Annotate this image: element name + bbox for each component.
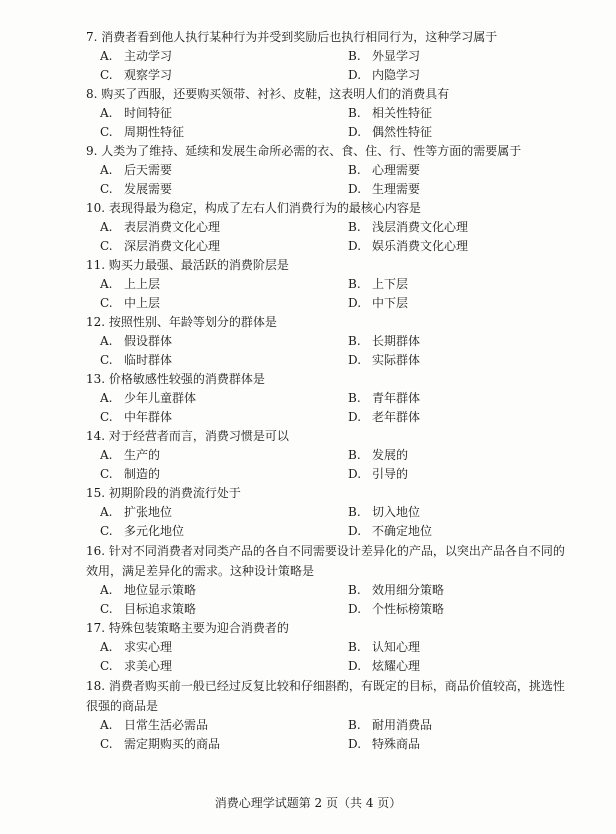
question-14 xyxy=(86,427,566,484)
question-12 xyxy=(86,313,566,370)
option-text: 内隐学习 xyxy=(372,68,421,82)
question-number: 9. xyxy=(86,144,98,158)
option-c xyxy=(100,600,196,619)
option-letter: B. xyxy=(348,718,361,732)
option-letter: B. xyxy=(348,163,361,177)
option-text: 上下层 xyxy=(372,277,409,291)
option-text: 炫耀心理 xyxy=(372,659,421,673)
option-letter: C. xyxy=(100,467,113,481)
option-letter: D. xyxy=(348,659,362,673)
question-10 xyxy=(86,199,566,256)
question-stem xyxy=(86,541,576,581)
question-stem xyxy=(86,199,566,218)
option-group xyxy=(86,581,566,619)
option-text: 中年群体 xyxy=(124,410,173,424)
option-b xyxy=(348,716,432,735)
option-group xyxy=(86,389,566,427)
question-9 xyxy=(86,142,566,199)
option-group xyxy=(86,275,566,313)
page-footer: 消费心理学试题第 2 页（共 4 页） xyxy=(214,796,402,810)
option-text: 生产的 xyxy=(124,448,161,462)
option-text: 偶然性特征 xyxy=(372,125,433,139)
option-letter: C. xyxy=(100,737,113,751)
option-d xyxy=(348,600,444,619)
option-a xyxy=(100,716,208,735)
option-b xyxy=(348,161,420,180)
option-text: 青年群体 xyxy=(372,391,421,405)
question-11 xyxy=(86,256,566,313)
question-stem xyxy=(86,85,566,104)
option-letter: A. xyxy=(100,106,113,120)
option-text: 认知心理 xyxy=(372,640,421,654)
option-letter: D. xyxy=(348,353,362,367)
option-d xyxy=(348,123,432,142)
option-d xyxy=(348,522,432,541)
option-a xyxy=(100,47,172,66)
option-b xyxy=(348,275,408,294)
option-d xyxy=(348,237,468,256)
question-list xyxy=(86,28,566,754)
question-number: 12. xyxy=(86,315,106,329)
option-letter: C. xyxy=(100,182,113,196)
question-8 xyxy=(86,85,566,142)
option-b xyxy=(348,581,444,600)
option-text: 中下层 xyxy=(372,296,409,310)
option-text: 长期群体 xyxy=(372,334,421,348)
question-18 xyxy=(86,676,566,754)
question-stem xyxy=(86,142,566,161)
question-text: 消费者看到他人执行某种行为并受到奖励后也执行相同行为，这种学习属于 xyxy=(101,30,498,44)
option-text: 目标追求策略 xyxy=(124,602,197,616)
option-text: 假设群体 xyxy=(124,334,173,348)
option-text: 表层消费文化心理 xyxy=(124,220,221,234)
option-letter: D. xyxy=(348,524,362,538)
option-text: 引导的 xyxy=(372,467,409,481)
option-text: 耐用消费品 xyxy=(372,718,433,732)
question-17 xyxy=(86,619,566,676)
option-text: 地位显示策略 xyxy=(124,583,197,597)
option-text: 周期性特征 xyxy=(124,125,185,139)
question-number: 8. xyxy=(86,87,98,101)
option-letter: B. xyxy=(348,277,361,291)
option-d xyxy=(348,66,420,85)
option-d xyxy=(348,294,408,313)
option-letter: D. xyxy=(348,125,362,139)
option-text: 求美心理 xyxy=(124,659,173,673)
option-letter: A. xyxy=(100,163,113,177)
option-letter: B. xyxy=(348,106,361,120)
option-text: 主动学习 xyxy=(124,49,173,63)
option-text: 扩张地位 xyxy=(124,505,173,519)
option-text: 不确定地位 xyxy=(372,524,433,538)
option-group xyxy=(86,716,566,754)
option-group xyxy=(86,503,566,541)
option-c xyxy=(100,522,184,541)
option-text: 切入地位 xyxy=(372,505,421,519)
option-text: 个性标榜策略 xyxy=(372,602,445,616)
question-number: 15. xyxy=(86,486,106,500)
option-c xyxy=(100,123,184,142)
option-text: 日常生活必需品 xyxy=(124,718,209,732)
option-group xyxy=(86,47,566,85)
option-a xyxy=(100,104,172,123)
option-b xyxy=(348,218,468,237)
option-text: 老年群体 xyxy=(372,410,421,424)
option-text: 制造的 xyxy=(124,467,161,481)
option-text: 相关性特征 xyxy=(372,106,433,120)
question-number: 7. xyxy=(86,30,98,44)
option-c xyxy=(100,237,220,256)
option-text: 外显学习 xyxy=(372,49,421,63)
option-text: 心理需要 xyxy=(372,163,421,177)
option-b xyxy=(348,47,420,66)
question-number: 14. xyxy=(86,429,106,443)
option-b xyxy=(348,389,420,408)
option-letter: B. xyxy=(348,448,361,462)
question-number: 10. xyxy=(86,201,106,215)
option-text: 上上层 xyxy=(124,277,161,291)
option-letter: A. xyxy=(100,505,113,519)
option-letter: D. xyxy=(348,602,362,616)
question-stem xyxy=(86,370,566,389)
option-letter: D. xyxy=(348,410,362,424)
option-c xyxy=(100,465,160,484)
question-text: 购买了西服，还要购买领带、衬衫、皮鞋，这表明人们的消费具有 xyxy=(101,87,450,101)
question-stem xyxy=(86,484,566,503)
option-letter: D. xyxy=(348,239,362,253)
question-15 xyxy=(86,484,566,541)
option-a xyxy=(100,161,172,180)
option-b xyxy=(348,503,420,522)
question-stem xyxy=(86,427,566,446)
question-text: 表现得最为稳定，构成了左右人们消费行为的最核心内容是 xyxy=(108,201,421,215)
option-text: 时间特征 xyxy=(124,106,173,120)
option-b xyxy=(348,104,432,123)
option-text: 少年儿童群体 xyxy=(124,391,197,405)
option-letter: C. xyxy=(100,659,113,673)
question-stem xyxy=(86,676,576,716)
option-text: 求实心理 xyxy=(124,640,173,654)
question-13 xyxy=(86,370,566,427)
option-c xyxy=(100,351,172,370)
option-a xyxy=(100,218,220,237)
option-text: 深层消费文化心理 xyxy=(124,239,221,253)
question-text: 针对不同消费者对同类产品的各自不同需要设计差异化的产品，以突出产品各自不同的效用，满足差异化的需求。这种设计策略是 xyxy=(86,544,565,578)
option-letter: A. xyxy=(100,640,113,654)
option-group xyxy=(86,332,566,370)
option-text: 生理需要 xyxy=(372,182,421,196)
option-d xyxy=(348,465,408,484)
option-letter: C. xyxy=(100,125,113,139)
option-letter: B. xyxy=(348,334,361,348)
option-b xyxy=(348,638,420,657)
option-text: 需定期购买的商品 xyxy=(124,737,221,751)
option-c xyxy=(100,66,172,85)
option-a xyxy=(100,332,172,351)
question-text: 按照性别、年龄等划分的群体是 xyxy=(108,315,277,329)
option-letter: A. xyxy=(100,583,113,597)
option-text: 观察学习 xyxy=(124,68,173,82)
option-letter: A. xyxy=(100,391,113,405)
question-stem xyxy=(86,28,566,47)
option-letter: B. xyxy=(348,49,361,63)
question-text: 价格敏感性较强的消费群体是 xyxy=(108,372,265,386)
option-letter: B. xyxy=(348,505,361,519)
option-a xyxy=(100,638,172,657)
question-text: 购买力最强、最活跃的消费阶层是 xyxy=(108,258,289,272)
option-letter: D. xyxy=(348,182,362,196)
option-d xyxy=(348,180,420,199)
option-d xyxy=(348,408,420,427)
option-letter: D. xyxy=(348,68,362,82)
option-letter: C. xyxy=(100,410,113,424)
option-letter: D. xyxy=(348,737,362,751)
option-c xyxy=(100,180,172,199)
option-text: 娱乐消费文化心理 xyxy=(372,239,469,253)
option-c xyxy=(100,408,172,427)
option-letter: C. xyxy=(100,353,113,367)
option-text: 实际群体 xyxy=(372,353,421,367)
option-a xyxy=(100,389,196,408)
option-a xyxy=(100,503,172,522)
option-group xyxy=(86,104,566,142)
option-letter: A. xyxy=(100,220,113,234)
question-stem xyxy=(86,313,566,332)
option-letter: A. xyxy=(100,49,113,63)
option-letter: D. xyxy=(348,296,362,310)
option-letter: C. xyxy=(100,524,113,538)
option-letter: B. xyxy=(348,391,361,405)
option-text: 效用细分策略 xyxy=(372,583,445,597)
option-text: 多元化地位 xyxy=(124,524,185,538)
option-c xyxy=(100,735,220,754)
option-b xyxy=(348,332,420,351)
option-text: 临时群体 xyxy=(124,353,173,367)
option-group xyxy=(86,446,566,484)
option-letter: C. xyxy=(100,602,113,616)
option-letter: B. xyxy=(348,583,361,597)
option-letter: D. xyxy=(348,467,362,481)
option-d xyxy=(348,351,420,370)
option-a xyxy=(100,446,160,465)
question-number: 13. xyxy=(86,372,106,386)
question-text: 消费者购买前一般已经过反复比较和仔细斟酌，有既定的目标，商品价值较高，挑选性很强的商品是 xyxy=(86,679,565,713)
question-text: 人类为了维持、延续和发展生命所必需的衣、食、住、行、性等方面的需要属于 xyxy=(101,144,522,158)
option-group xyxy=(86,638,566,676)
option-letter: C. xyxy=(100,239,113,253)
option-text: 浅层消费文化心理 xyxy=(372,220,469,234)
option-group xyxy=(86,161,566,199)
option-letter: B. xyxy=(348,220,361,234)
question-7 xyxy=(86,28,566,85)
option-text: 特殊商品 xyxy=(372,737,421,751)
option-c xyxy=(100,657,172,676)
option-letter: C. xyxy=(100,296,113,310)
option-d xyxy=(348,657,420,676)
question-number: 17. xyxy=(86,621,106,635)
option-letter: A. xyxy=(100,718,113,732)
option-letter: A. xyxy=(100,277,113,291)
question-text: 对于经营者而言，消费习惯是可以 xyxy=(108,429,289,443)
option-text: 发展需要 xyxy=(124,182,173,196)
question-text: 初期阶段的消费流行处于 xyxy=(108,486,241,500)
question-stem xyxy=(86,619,566,638)
question-text: 特殊包装策略主要为迎合消费者的 xyxy=(108,621,289,635)
option-letter: C. xyxy=(100,68,113,82)
option-letter: A. xyxy=(100,448,113,462)
option-a xyxy=(100,275,160,294)
option-group xyxy=(86,218,566,256)
option-text: 后天需要 xyxy=(124,163,173,177)
option-d xyxy=(348,735,420,754)
option-a xyxy=(100,581,196,600)
option-b xyxy=(348,446,408,465)
question-stem xyxy=(86,256,566,275)
question-number: 18. xyxy=(86,679,106,693)
question-16 xyxy=(86,541,566,619)
option-c xyxy=(100,294,160,313)
option-text: 发展的 xyxy=(372,448,409,462)
option-letter: B. xyxy=(348,640,361,654)
option-text: 中上层 xyxy=(124,296,161,310)
option-letter: A. xyxy=(100,334,113,348)
question-number: 11. xyxy=(86,258,106,272)
question-number: 16. xyxy=(86,544,106,558)
